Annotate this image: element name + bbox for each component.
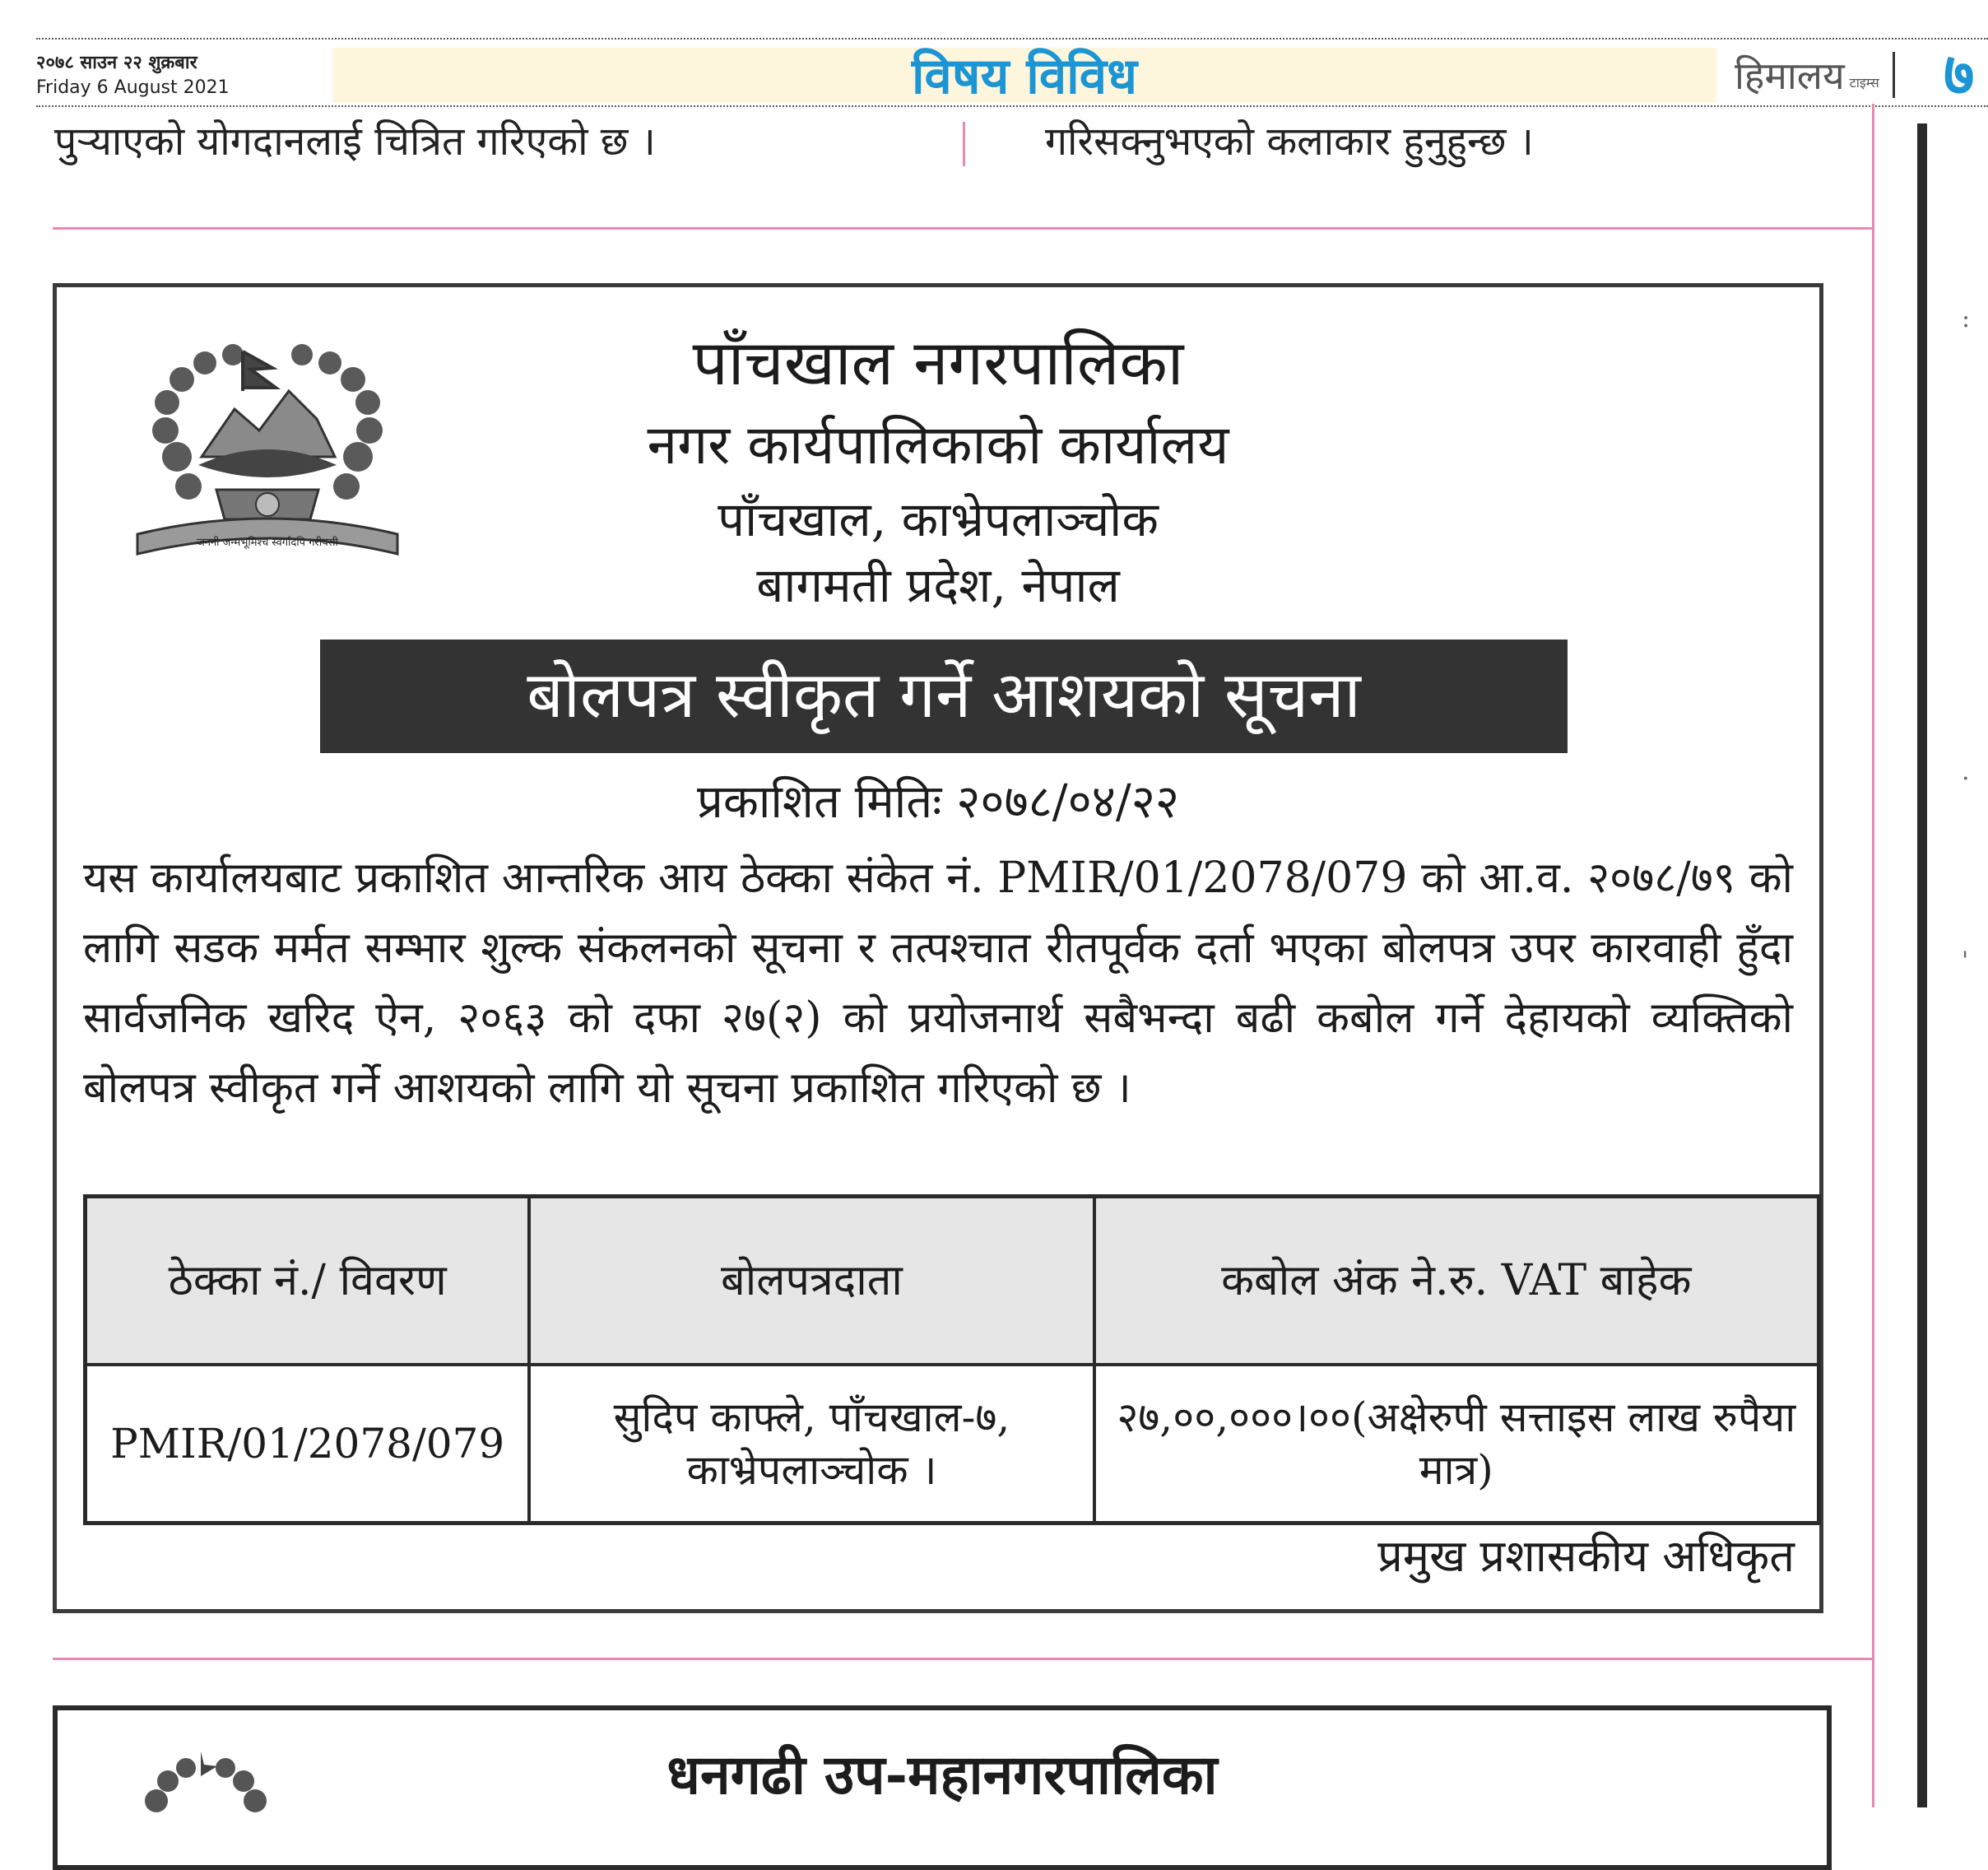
table-row <box>86 1365 1819 1523</box>
masthead-name: हिमालय <box>1735 53 1845 98</box>
right-column-rule <box>1917 123 1927 1807</box>
cell-bidder: सुदिप काफ्ले, पाँचखाल-७, काभ्रेपलाञ्चोक । <box>529 1365 1094 1523</box>
section-title: विषय विविध <box>912 48 1137 105</box>
org-name: पाँचखाल नगरपालिका <box>692 326 1184 399</box>
carryover-right-text: गरिसक्नुभएको कलाकार हुनुहुन्छ । <box>1045 119 1534 165</box>
clipped-text-mark: : <box>1962 305 1971 333</box>
carryover-left-text: पुऱ्याएको योगदानलाई चित्रित गरिएको छ । <box>54 119 656 165</box>
cell-amount: २७,००,०००।००(अक्षेरुपी सत्ताइस लाख रुपैया मात्र) <box>1094 1365 1819 1523</box>
col-header-contract: ठेक्का नं./ विवरण <box>86 1197 530 1365</box>
page-number: ७ <box>1944 40 1975 109</box>
pink-column-rule <box>1872 104 1874 1807</box>
pink-rule-bottom <box>53 1658 1874 1660</box>
clipped-text-mark: . <box>1962 757 1970 786</box>
issue-date <box>36 51 230 100</box>
column-divider <box>963 122 965 166</box>
date-nepali: २०७८ साउन २२ शुक्रबार <box>36 53 197 73</box>
office-location: पाँचखाल, काभ्रेपलाञ्चोक <box>718 491 1159 547</box>
section-banner <box>332 48 1716 105</box>
office-province: बागमती प्रदेश, नेपाल <box>756 557 1120 613</box>
bid-table <box>83 1194 1821 1525</box>
cell-contract-no: PMIR/01/2078/079 <box>86 1365 530 1523</box>
tender-notice <box>53 283 1823 1613</box>
masthead <box>1735 48 1895 102</box>
published-date: प्रकाशित मितिः २०७८/०४/२२ <box>697 775 1179 829</box>
col-header-bidder: बोलपत्रदाता <box>529 1197 1094 1365</box>
notice-title: बोलपत्र स्वीकृत गर्ने आशयको सूचना <box>320 640 1568 753</box>
masthead-sub: टाइम्स <box>1849 75 1879 91</box>
pink-rule-top <box>53 227 1874 230</box>
svg-text:जननी जन्मभूमिश्च स्वर्गादपि गर: जननी जन्मभूमिश्च स्वर्गादपि गरीयसी <box>197 537 338 549</box>
col-header-amount: कबोल अंक ने.रु. VAT बाहेक <box>1094 1197 1819 1365</box>
date-english: Friday 6 August 2021 <box>36 77 230 98</box>
next-notice <box>53 1705 1832 1870</box>
notice-body: यस कार्यालयबाट प्रकाशित आन्तरिक आय ठेक्का संकेत नं. PMIR/01/2078/079 को आ.व. २०७८/७९ को लागि सडक मर्मत सम्भार शुल्क संकलनको सूचना र तत्पश्चात रीतपूर्वक दर्ता भएका बोलपत्र उपर कारवाही हुँदा सार्वजनिक खरिद ऐन, २०६३ को दफा २७(२) को प्रयोजनार्थ सबैभन्दा बढी कबोल गर्ने देहायको व्यक्तिको बोलपत्र स्वीकृत गर्ने आशयको लागि यो सूचना प्रकाशित गरिएको छ । <box>83 854 1793 1113</box>
clipped-text-mark: ' <box>1962 947 1969 975</box>
office-name: नगर कार्यपालिकाको कार्यालय <box>647 413 1229 477</box>
header-dotted-rule <box>36 105 1988 107</box>
table-header-row <box>86 1197 1819 1365</box>
next-notice-title: धनगढी उप-महानगरपालिका <box>667 1742 1218 1807</box>
masthead-separator <box>1893 52 1895 98</box>
signatory: प्रमुख प्रशासकीय अधिकृत <box>1377 1530 1795 1582</box>
top-dotted-rule <box>36 38 1988 40</box>
